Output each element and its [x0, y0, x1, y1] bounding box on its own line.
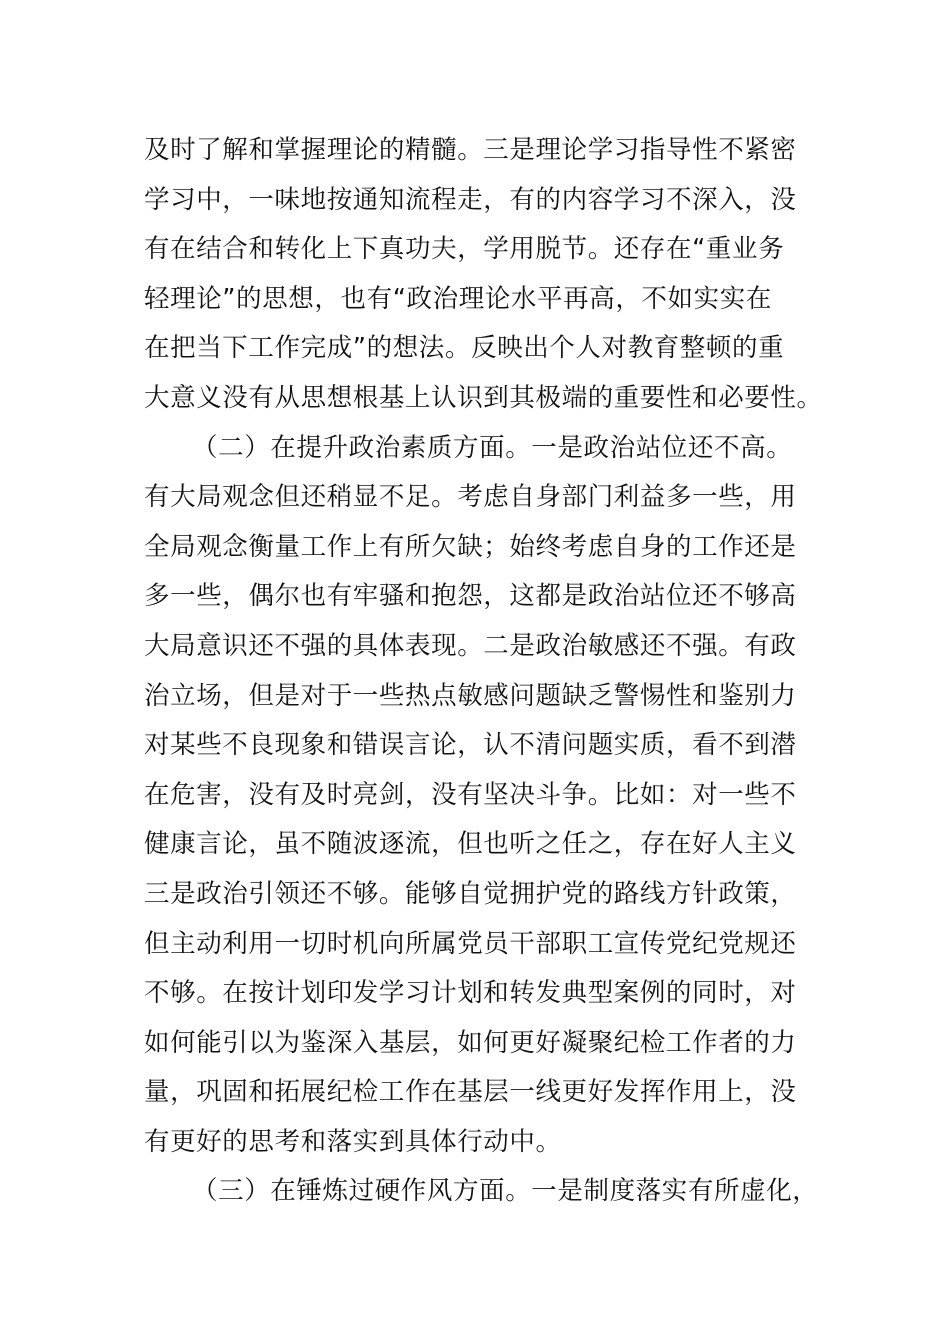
- text-line: 有更好的思考和落实到具体行动中。: [144, 1126, 562, 1157]
- text-line: 如何能引以为鉴深入基层，如何更好凝聚纪检工作者的力: [144, 1027, 797, 1058]
- text-line: 但主动利用一切时机向所属党员干部职工宣传党纪党规还: [144, 928, 797, 959]
- paragraph-heading-line: （二）在提升政治素质方面。一是政治站位还不高。: [192, 432, 793, 463]
- text-line: 大局意识还不强的具体表现。二是政治敏感还不强。有政: [144, 630, 797, 661]
- text-line: 有大局观念但还稍显不足。考虑自身部门利益多一些，用: [144, 482, 797, 513]
- text-line: 学习中，一味地按通知流程走，有的内容学习不深入，没: [144, 184, 797, 215]
- text-line: 三是政治引领还不够。能够自觉拥护党的路线方针政策，: [144, 878, 797, 909]
- paragraph-heading-line: （三）在锤炼过硬作风方面。一是制度落实有所虚化，: [192, 1176, 819, 1207]
- text-line: 轻理论”的思想，也有“政治理论水平再高，不如实实在: [144, 283, 772, 314]
- text-line: 在把当下工作完成”的想法。反映出个人对教育整顿的重: [144, 333, 785, 364]
- body-text: [144, 126, 834, 1217]
- text-line: 及时了解和掌握理论的精髓。三是理论学习指导性不紧密: [144, 135, 797, 165]
- text-line: 多一些，偶尔也有牢骚和抱怨，这都是政治站位还不够高: [144, 581, 797, 612]
- text-line: 对某些不良现象和错误言论，认不清问题实质，看不到潜: [144, 730, 797, 761]
- text-line: 有在结合和转化上下真功夫，学用脱节。还存在“重业务: [144, 234, 785, 265]
- text-line: 在危害，没有及时亮剑，没有坚决斗争。比如：对一些不: [144, 779, 797, 810]
- text-line: 治立场，但是对于一些热点敏感问题缺乏警惕性和鉴别力: [144, 680, 797, 711]
- text-line: 大意义没有从思想根基上认识到其极端的重要性和必要性。: [144, 382, 823, 413]
- text-line: 全局观念衡量工作上有所欠缺；始终考虑自身的工作还是: [144, 531, 797, 562]
- text-line: 量，巩固和拓展纪检工作在基层一线更好发挥作用上，没: [144, 1077, 797, 1108]
- text-line: 不够。在按计划印发学习计划和转发典型案例的同时，对: [144, 978, 797, 1009]
- text-line: 健康言论，虽不随波逐流，但也听之任之，存在好人主义: [144, 829, 797, 860]
